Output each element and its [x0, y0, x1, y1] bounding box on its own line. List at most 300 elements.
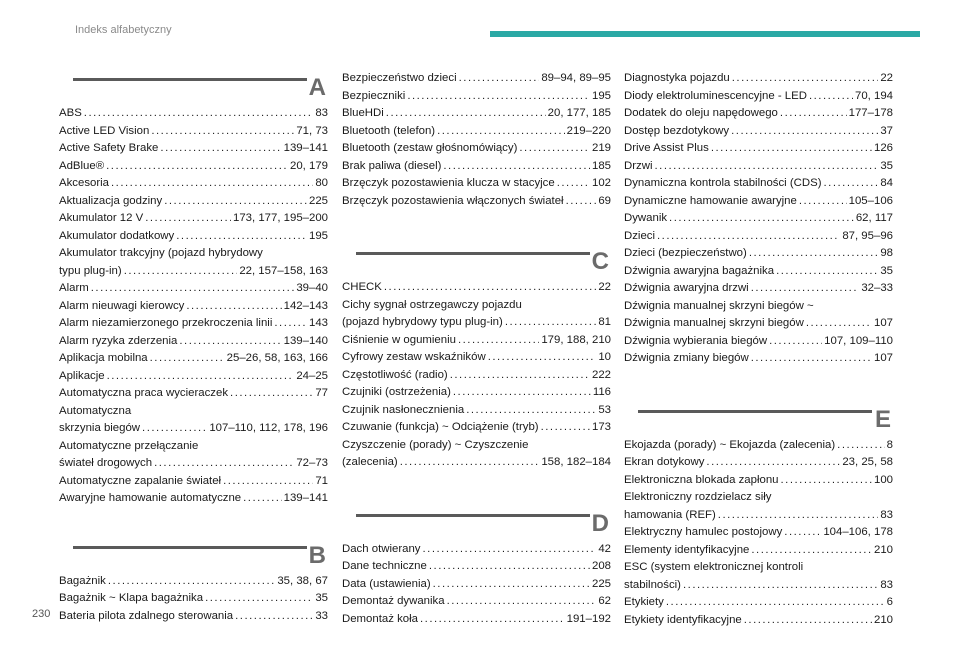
leader-dots [666, 594, 885, 612]
leader-dots [160, 140, 281, 158]
index-entry [342, 558, 611, 576]
entry-title: stabilności) [624, 578, 681, 591]
index-entry [59, 193, 328, 211]
section-header [59, 70, 328, 105]
leader-dots [443, 158, 590, 176]
entry-title: CHECK [342, 281, 382, 293]
entry-pages: 107–110, 112, 178, 196 [209, 422, 328, 434]
entry-title: Dźwignia zmiany biegów [624, 352, 749, 364]
entry-title: Dach otwierany [342, 542, 421, 555]
index-entry [59, 228, 328, 246]
index-entry-lead: Dźwignia manualnej skrzyni biegów ~ [624, 299, 814, 312]
entry-pages: 116 [592, 386, 611, 398]
entry-title: Czuwanie (funkcja) ~ Odciążenie (tryb) [342, 421, 539, 433]
index-entry-lead: Cichy sygnał ostrzegawczy pojazdu [342, 298, 522, 311]
entry-pages: 102 [591, 177, 611, 189]
index-entry [342, 454, 611, 472]
entry-title: Brzęczyk pozostawienia klucza w stacyjce [342, 177, 555, 189]
entry-title: Dostęp bezdotykowy [624, 124, 730, 137]
entry-title: Bluetooth (zestaw głośnomówiący) [342, 142, 518, 154]
entry-pages: 89–94, 89–95 [541, 72, 611, 84]
index-entry [59, 263, 328, 281]
entry-title: AdBlue® [59, 159, 105, 172]
index-entry [59, 573, 328, 591]
entry-pages: 20, 177, 185 [547, 107, 611, 119]
entry-pages: 98 [880, 247, 893, 259]
leader-dots [235, 608, 313, 626]
entry-title: Elementy identyfikacyjne [624, 543, 750, 556]
entry-title: Automatyczna praca wycieraczek [59, 387, 229, 399]
index-entry [342, 70, 611, 88]
section-letter: E [874, 405, 891, 433]
entry-pages: 22, 157–158, 163 [239, 264, 328, 277]
index-entry [342, 576, 611, 594]
leader-dots [154, 455, 294, 473]
leader-dots [744, 612, 872, 630]
section-header [59, 538, 328, 573]
index-entry [342, 611, 611, 629]
entry-title: Alarm [59, 282, 89, 294]
index-entry [624, 140, 893, 158]
entry-title: Dzieci (bezpieczeństwo) [624, 247, 747, 259]
entry-title: Active Safety Brake [59, 142, 159, 154]
entry-pages: 70, 194 [854, 89, 893, 102]
entry-pages: 32–33 [861, 282, 893, 294]
leader-dots [84, 105, 314, 123]
index-entry [342, 105, 611, 123]
entry-title: Elektroniczna blokada zapłonu [624, 473, 779, 486]
leader-dots [386, 105, 546, 123]
entry-title: Częstotliwość (radio) [342, 368, 448, 381]
leader-dots [179, 333, 281, 351]
entry-title: Aktualizacja godziny [59, 194, 163, 207]
index-entry [624, 210, 893, 228]
entry-title: Bluetooth (telefon) [342, 124, 436, 137]
section-header [342, 506, 611, 541]
section-rule [638, 410, 872, 413]
index-entry [624, 228, 893, 246]
index-entry-lead: ESC (system elektronicznej kontroli [624, 561, 804, 573]
entry-pages: 179, 188, 210 [541, 333, 611, 346]
index-entry [59, 455, 328, 473]
leader-dots [450, 367, 590, 385]
entry-pages: 22 [880, 72, 893, 84]
leader-dots [407, 88, 590, 106]
index-entry [342, 140, 611, 158]
leader-dots [654, 158, 878, 176]
leader-dots [566, 193, 597, 211]
entry-pages: 24–25 [296, 369, 328, 382]
index-entry [624, 472, 893, 490]
index-entry [624, 193, 893, 211]
entry-pages: 6 [886, 596, 893, 608]
entry-title: Dynamiczne hamowanie awaryjne [624, 194, 797, 207]
leader-dots [769, 333, 822, 351]
index-entry [624, 507, 893, 525]
entry-title: skrzynia biegów [59, 422, 141, 434]
index-entry [59, 368, 328, 386]
index-entry [59, 140, 328, 158]
index-entry [624, 123, 893, 141]
index-entry [59, 350, 328, 368]
entry-pages: 173 [591, 421, 611, 433]
leader-dots [384, 279, 596, 297]
entry-pages: 219 [591, 142, 611, 154]
index-entry-lead: Elektroniczny rozdzielacz siły [624, 491, 772, 503]
entry-title: Ekran dotykowy [624, 456, 705, 468]
index-entry [59, 315, 328, 333]
index-entry-lead: Akumulator trakcyjny (pojazd hybrydowy [59, 247, 263, 259]
entry-pages: 195 [308, 229, 328, 242]
entry-pages: 210 [873, 613, 893, 626]
entry-title: Aplikacja mobilna [59, 352, 148, 364]
leader-dots [91, 280, 295, 298]
index-entry [624, 105, 893, 123]
entry-pages: 22 [598, 281, 611, 293]
entry-pages: 139–141 [283, 492, 328, 504]
entry-title: (pojazd hybrydowy typu plug-in) [342, 316, 503, 328]
index-entry [624, 437, 893, 455]
leader-dots [186, 298, 281, 316]
leader-dots [274, 315, 307, 333]
leader-dots [150, 350, 225, 368]
entry-pages: 210 [873, 543, 893, 556]
entry-title: Akcesoria [59, 177, 110, 189]
entry-pages: 87, 95–96 [842, 229, 893, 242]
leader-dots [142, 420, 207, 438]
index-entry [342, 332, 611, 350]
index-section [342, 70, 611, 210]
index-entry [342, 593, 611, 611]
leader-dots [458, 332, 539, 350]
index-entry [624, 158, 893, 176]
entry-title: Brzęczyk pozostawienia włączonych świateł [342, 194, 564, 207]
leader-dots [751, 280, 860, 298]
leader-dots [145, 210, 231, 228]
leader-dots [683, 577, 878, 595]
index-entry [59, 608, 328, 626]
section-rule [356, 514, 590, 517]
entry-title: Diody elektroluminescencyjne - LED [624, 89, 807, 102]
index-entry [59, 590, 328, 608]
leader-dots [519, 140, 590, 158]
index-entry [624, 333, 893, 351]
index-entry [59, 298, 328, 316]
index-entry [59, 123, 328, 141]
section-rule [73, 546, 307, 549]
index-entry [624, 70, 893, 88]
leader-dots [124, 263, 238, 281]
leader-dots [176, 228, 307, 246]
index-section [624, 70, 893, 368]
index-entry [624, 454, 893, 472]
index-entry [342, 158, 611, 176]
index-entry [342, 88, 611, 106]
leader-dots [657, 228, 840, 246]
entry-title: Bagażnik ~ Klapa bagażnika [59, 592, 204, 604]
section-header [624, 402, 893, 437]
index-entry [624, 350, 893, 368]
entry-pages: 25–26, 58, 163, 166 [226, 352, 328, 364]
entry-title: Etykiety [624, 596, 664, 608]
entry-pages: 35 [315, 592, 328, 604]
index-entry [342, 402, 611, 420]
entry-pages: 104–106, 178 [823, 526, 893, 538]
entry-title: Dźwignia awaryjna bagażnika [624, 264, 775, 277]
index-entry [59, 385, 328, 403]
leader-dots [669, 210, 854, 228]
entry-title: Dane techniczne [342, 560, 427, 572]
entry-title: Ciśnienie w ogumieniu [342, 333, 456, 346]
entry-title: BlueHDi [342, 107, 384, 119]
entry-pages: 62 [598, 595, 611, 607]
index-section [59, 70, 328, 508]
entry-title: Akumulator 12 V [59, 212, 144, 224]
index-column-2 [342, 70, 611, 656]
entry-title: Cyfrowy zestaw wskaźników [342, 351, 486, 363]
entry-title: Awaryjne hamowanie automatyczne [59, 492, 242, 504]
index-entry [624, 524, 893, 542]
section-letter: B [308, 541, 326, 569]
entry-pages: 126 [873, 142, 893, 154]
index-entry-lead: Czyszczenie (porady) ~ Czyszczenie [342, 438, 529, 451]
entry-pages: 105–106 [848, 194, 893, 207]
entry-pages: 143 [308, 317, 328, 329]
leader-dots [447, 593, 597, 611]
entry-title: (zalecenia) [342, 456, 398, 468]
entry-title: Alarm ryzyka zderzenia [59, 334, 178, 347]
entry-title: Elektryczny hamulec postojowy [624, 526, 783, 538]
index-section [624, 402, 893, 630]
index-entry [342, 175, 611, 193]
leader-dots [230, 385, 313, 403]
index-section [342, 506, 611, 629]
entry-title: Automatyczne zapalanie świateł [59, 474, 222, 487]
entry-title: Aplikacje [59, 369, 105, 382]
entry-title: Dźwignia awaryjna drzwi [624, 282, 749, 294]
index-entry [342, 541, 611, 559]
index-entry [59, 490, 328, 508]
entry-title: Active LED Vision [59, 124, 150, 137]
entry-pages: 208 [591, 560, 611, 572]
entry-pages: 35, 38, 67 [277, 574, 328, 587]
section-letter: A [308, 74, 326, 101]
entry-pages: 35 [880, 159, 893, 172]
entry-title: Bezpieczeństwo dzieci [342, 72, 457, 84]
leader-dots [784, 524, 821, 542]
entry-pages: 195 [591, 89, 611, 102]
index-entry [624, 263, 893, 281]
entry-pages: 177–178 [848, 107, 893, 119]
entry-title: Czujnik nasłonecznienia [342, 403, 465, 416]
index-entry-lead: Automatyczna [59, 404, 132, 417]
leader-dots [751, 542, 872, 560]
index-entry [59, 175, 328, 193]
entry-pages: 83 [880, 508, 893, 521]
entry-pages: 84 [880, 177, 893, 189]
entry-pages: 185 [591, 159, 611, 172]
entry-pages: 72–73 [296, 457, 328, 469]
leader-dots [205, 590, 313, 608]
entry-pages: 42 [598, 542, 611, 555]
entry-pages: 107 [873, 317, 893, 329]
leader-dots [164, 193, 307, 211]
index-entry [59, 210, 328, 228]
index-entry [59, 280, 328, 298]
entry-pages: 107, 109–110 [824, 334, 893, 347]
index-entry-lead: Automatyczne przełączanie [59, 439, 199, 452]
index-section [342, 244, 611, 472]
entry-title: Drzwi [624, 159, 653, 172]
entry-title: Drive Assist Plus [624, 142, 709, 154]
leader-dots [453, 384, 591, 402]
entry-pages: 37 [880, 124, 893, 137]
entry-pages: 71 [315, 474, 328, 487]
leader-dots [108, 573, 275, 591]
entry-title: Demontaż dywanika [342, 595, 445, 607]
index-entry [342, 123, 611, 141]
entry-title: Bateria pilota zdalnego sterowania [59, 609, 234, 622]
entry-title: hamowania (REF) [624, 508, 716, 521]
index-entry [342, 193, 611, 211]
section-header [342, 244, 611, 279]
index-entry [342, 367, 611, 385]
entry-pages: 80 [315, 177, 328, 189]
index-entry [342, 384, 611, 402]
entry-title: Alarm nieuwagi kierowcy [59, 299, 185, 312]
leader-dots [243, 490, 282, 508]
entry-title: Ekojazda (porady) ~ Ekojazda (zalecenia) [624, 438, 836, 451]
entry-pages: 219–220 [566, 124, 611, 137]
entry-title: Akumulator dodatkowy [59, 229, 175, 242]
entry-title: Czujniki (ostrzeżenia) [342, 386, 451, 398]
index-entry [624, 315, 893, 333]
entry-title: Dźwignia manualnej skrzyni biegów [624, 317, 804, 329]
entry-pages: 69 [598, 194, 611, 207]
leader-dots [107, 368, 295, 386]
index-entry [624, 594, 893, 612]
section-letter: D [591, 509, 609, 537]
leader-dots [423, 541, 597, 559]
entry-title: Dywanik [624, 212, 668, 224]
leader-dots [809, 88, 853, 106]
entry-title: Dynamiczna kontrola stabilności (CDS) [624, 177, 822, 189]
leader-dots [711, 140, 872, 158]
leader-dots [799, 193, 847, 211]
entry-title: Brak paliwa (diesel) [342, 159, 442, 172]
entry-pages: 158, 182–184 [541, 456, 611, 468]
leader-dots [106, 158, 288, 176]
leader-dots [751, 350, 872, 368]
index-entry [59, 105, 328, 123]
entry-title: świateł drogowych [59, 457, 153, 469]
entry-title: ABS [59, 107, 82, 119]
entry-title: Demontaż koła [342, 612, 418, 625]
running-head-title: Indeks alfabetyczny [75, 24, 172, 36]
entry-pages: 225 [308, 194, 328, 207]
leader-dots [837, 437, 885, 455]
page-number: 230 [32, 608, 51, 620]
leader-dots [459, 70, 540, 88]
index-entry [342, 279, 611, 297]
entry-pages: 173, 177, 195–200 [232, 212, 328, 224]
index-entry [624, 280, 893, 298]
entry-title: Dźwignia wybierania biegów [624, 334, 768, 347]
leader-dots [151, 123, 294, 141]
entry-pages: 222 [591, 368, 611, 381]
entry-pages: 10 [598, 351, 611, 363]
entry-pages: 8 [886, 438, 893, 451]
entry-pages: 35 [880, 264, 893, 277]
entry-pages: 77 [315, 387, 328, 399]
entry-pages: 23, 25, 58 [842, 456, 893, 468]
index-entry [59, 473, 328, 491]
index-entry [59, 420, 328, 438]
entry-pages: 100 [873, 473, 893, 486]
index-entry [342, 419, 611, 437]
leader-dots [420, 611, 565, 629]
leader-dots [111, 175, 313, 193]
entry-pages: 83 [315, 107, 328, 119]
entry-pages: 139–140 [283, 334, 328, 347]
leader-dots [557, 175, 590, 193]
leader-dots [732, 70, 879, 88]
entry-pages: 139–141 [283, 142, 328, 154]
entry-title: Bagażnik [59, 574, 106, 587]
entry-pages: 83 [880, 578, 893, 591]
leader-dots [488, 349, 597, 367]
entry-pages: 20, 179 [289, 159, 328, 172]
index-column-3 [624, 70, 893, 657]
index-entry [624, 577, 893, 595]
entry-title: typu plug-in) [59, 264, 122, 277]
leader-dots [780, 105, 847, 123]
leader-dots [541, 419, 590, 437]
leader-dots [466, 402, 596, 420]
index-entry [624, 245, 893, 263]
entry-title: Diagnostyka pojazdu [624, 72, 730, 84]
index-entry [342, 349, 611, 367]
leader-dots [400, 454, 540, 472]
section-rule [356, 252, 590, 255]
entry-pages: 71, 73 [296, 124, 328, 137]
leader-dots [749, 245, 879, 263]
leader-dots [776, 263, 878, 281]
entry-title: Data (ustawienia) [342, 577, 431, 590]
index-entry [624, 612, 893, 630]
leader-dots [433, 576, 590, 594]
index-entry [624, 88, 893, 106]
entry-pages: 191–192 [566, 612, 611, 625]
entry-pages: 142–143 [283, 299, 328, 312]
leader-dots [437, 123, 565, 141]
leader-dots [731, 123, 878, 141]
leader-dots [505, 314, 597, 332]
entry-title: Etykiety identyfikacyjne [624, 613, 742, 626]
index-entry [624, 175, 893, 193]
entry-pages: 39–40 [296, 282, 328, 294]
section-rule [73, 78, 307, 81]
entry-pages: 33 [315, 609, 328, 622]
leader-dots [429, 558, 590, 576]
leader-dots [824, 175, 879, 193]
leader-dots [223, 473, 313, 491]
leader-dots [718, 507, 879, 525]
entry-pages: 225 [591, 577, 611, 590]
index-entry [59, 158, 328, 176]
entry-pages: 53 [598, 403, 611, 416]
index-section [59, 538, 328, 626]
